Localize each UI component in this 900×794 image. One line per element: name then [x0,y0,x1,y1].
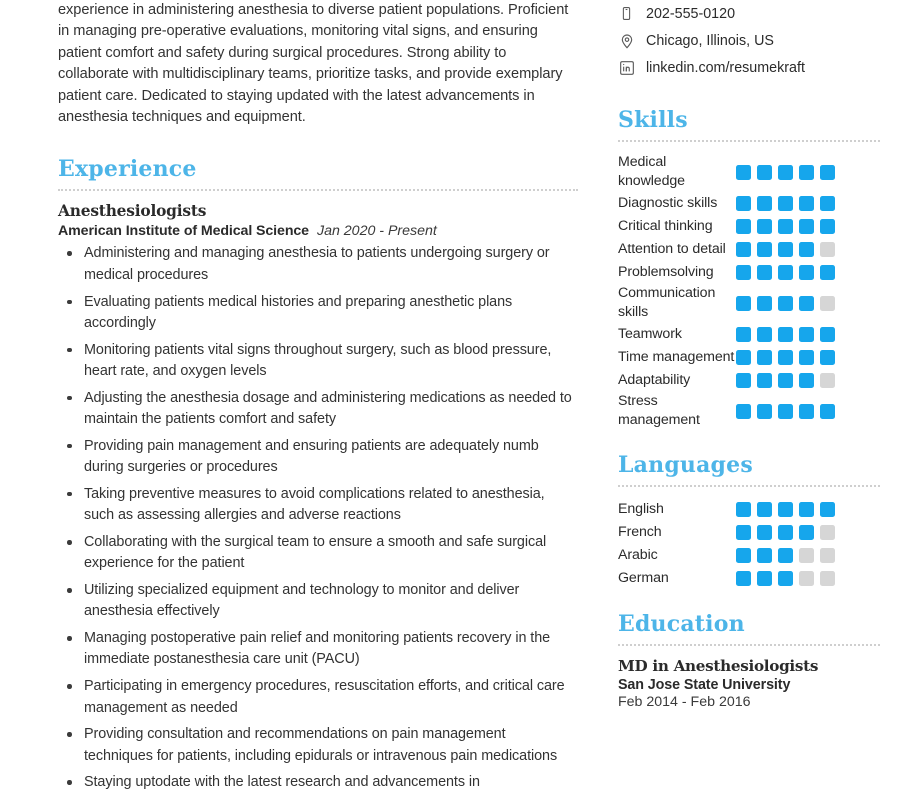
rating-square [820,327,835,342]
rating-square [799,502,814,517]
language-row-rating [736,525,835,540]
rating-square [820,165,835,180]
rating-square [757,327,772,342]
skill-row-rating [736,373,835,388]
rating-square [778,196,793,211]
rating-square [820,571,835,586]
skills-rating-list [618,153,880,430]
rating-square [799,548,814,563]
rating-square [757,548,772,563]
language-row-rating [736,548,835,563]
rating-square [778,165,793,180]
rating-square [820,502,835,517]
rating-square [778,265,793,280]
rating-square [736,373,751,388]
linkedin-icon [618,59,635,76]
job-company: American Institute of Medical Science [58,223,309,240]
language-row [618,567,880,589]
skill-row [618,261,880,283]
rating-square [778,373,793,388]
rating-square [757,196,772,211]
rating-square [778,219,793,234]
job-responsibility-item: Taking preventive measures to avoid complications related to anesthesia, such as assessing allergies and adverse reactions [58,484,578,527]
job-dates: Jan 2020 - Present [316,223,437,240]
rating-square [757,296,772,311]
rating-square [757,242,772,257]
rating-square [778,571,793,586]
language-row-label: French [618,523,662,540]
contact-item[interactable] [618,54,880,81]
rating-square [736,296,751,311]
skill-row [618,369,880,391]
skill-row [618,238,880,260]
skill-row-rating [736,265,835,280]
rating-square [736,327,751,342]
job-responsibility-item: Utilizing specialized equipment and technology to monitor and deliver anesthesia effectively [58,580,578,623]
rating-square [799,296,814,311]
job-responsibility-item: Collaborating with the surgical team to ensure a smooth and safe surgical experience for the patient [58,532,578,575]
education-heading: Education [618,611,745,637]
skill-row-rating [736,404,835,419]
rating-square [820,548,835,563]
rating-square [799,571,814,586]
rating-square [799,350,814,365]
contact-value: linkedin.com/resumekraft [646,59,805,76]
language-row [618,498,880,520]
job-responsibility-item: Staying uptodate with the latest research and advancements in [58,772,578,793]
contact-list [618,0,880,81]
job-responsibility-item: Evaluating patients medical histories and preparing anesthetic plans accordingly [58,292,578,335]
skill-row-rating [736,327,835,342]
experience-heading: Experience [58,156,197,183]
rating-square [820,265,835,280]
rating-square [736,502,751,517]
rating-square [736,525,751,540]
rating-square [736,165,751,180]
language-row-label: Arabic [618,546,658,563]
skill-row-rating [736,242,835,257]
skill-row-label: Medical knowledge [618,154,685,189]
skill-row-label: Adaptability [618,371,691,388]
skill-row-rating [736,165,835,180]
skill-row-rating [736,196,835,211]
rating-square [736,196,751,211]
skill-row-label: Attention to detail [618,240,726,257]
skill-row [618,392,880,430]
skill-row-rating [736,219,835,234]
rating-square [757,404,772,419]
rating-square [799,196,814,211]
skill-row-label: Diagnostic skills [618,194,718,211]
language-row [618,521,880,543]
rating-square [799,404,814,419]
job-title: Anesthesiologists [58,202,207,221]
skill-row-label: Teamwork [618,325,682,342]
job-meta [58,223,578,239]
rating-square [820,242,835,257]
rating-square [736,404,751,419]
rating-square [799,219,814,234]
rating-square [778,404,793,419]
rating-square [757,265,772,280]
language-row-label: English [618,500,664,517]
job-responsibility-list [58,243,578,793]
rating-square [757,165,772,180]
location-pin-icon [618,32,635,49]
side-column [600,0,900,750]
rating-square [799,525,814,540]
contact-value: 202-555-0120 [646,5,736,22]
skill-row-label: Critical thinking [618,217,713,234]
skill-row [618,323,880,345]
section-divider [58,189,578,191]
rating-square [778,502,793,517]
job-responsibility-item: Providing pain management and ensuring patients are adequately numb during surgeries or procedures [58,436,578,479]
rating-square [778,327,793,342]
rating-square [820,404,835,419]
skill-row [618,153,880,191]
rating-square [736,219,751,234]
rating-square [820,525,835,540]
education-dates: Feb 2014 - Feb 2016 [618,694,751,710]
rating-square [736,265,751,280]
rating-square [778,242,793,257]
rating-square [757,219,772,234]
education-entry-list [618,657,880,710]
rating-square [736,242,751,257]
language-row-rating [736,571,835,586]
skill-row [618,215,880,237]
job-responsibility-item: Providing consultation and recommendations on pain management techniques for patients, including epidurals or intravenous pain medications [58,724,578,767]
section-divider [618,644,880,646]
languages-rating-list [618,498,880,589]
languages-heading: Languages [618,452,753,478]
contact-item[interactable] [618,27,880,54]
rating-square [799,265,814,280]
experience-section [58,156,578,793]
rating-square [757,350,772,365]
job-responsibility-item: Monitoring patients vital signs throughout surgery, such as blood pressure, heart rate, and oxygen levels [58,340,578,383]
education-degree: MD in Anesthesiologists [618,657,819,675]
professional-summary: experience in administering anesthesia to diverse patient populations. Proficient in managing pre-operative evaluations, monitoring vital signs, and ensuring patient comfort and safety during surgical procedures. Strong ability to collaborate with multidisciplinary teams, prioritize tasks, and provide exemplary patient care. Dedicated to staying updated with the latest advancements in anesthesia techniques and equipment. [58,2,569,126]
skill-row-rating [736,350,835,365]
skill-row-rating [736,296,835,311]
rating-square [736,571,751,586]
rating-square [820,296,835,311]
section-divider [618,485,880,487]
rating-square [778,350,793,365]
phone-icon [618,5,635,22]
skill-row-label: Communication skills [618,285,716,320]
job-responsibility-item: Participating in emergency procedures, resuscitation efforts, and critical care management as needed [58,676,578,719]
language-row [618,544,880,566]
language-row-label: German [618,569,669,586]
rating-square [736,350,751,365]
rating-square [820,373,835,388]
skill-row [618,346,880,368]
education-entry [618,657,880,710]
rating-square [799,373,814,388]
rating-square [757,373,772,388]
job-responsibility-item: Adjusting the anesthesia dosage and administering medications as needed to maintain the patients comfort and safety [58,388,578,431]
rating-square [778,296,793,311]
skills-heading: Skills [618,107,688,133]
education-section [618,611,880,710]
rating-square [778,548,793,563]
rating-square [820,350,835,365]
job-responsibility-item: Managing postoperative pain relief and monitoring patients recovery in the immediate postanesthesia care unit (PACU) [58,628,578,671]
skill-row-label: Problemsolving [618,263,714,280]
contact-item[interactable] [618,0,880,27]
rating-square [736,548,751,563]
skill-row-label: Time management [618,348,735,365]
rating-square [799,242,814,257]
rating-square [820,196,835,211]
skill-row [618,192,880,214]
rating-square [757,502,772,517]
job-responsibility-item: Administering and managing anesthesia to patients undergoing surgery or medical procedures [58,243,578,286]
rating-square [799,327,814,342]
rating-square [757,571,772,586]
rating-square [820,219,835,234]
education-school: San Jose State University [618,677,791,693]
skill-row [618,284,880,322]
section-divider [618,140,880,142]
rating-square [778,525,793,540]
skill-row-label: Stress management [618,393,700,428]
languages-section [618,452,880,589]
contact-value: Chicago, Illinois, US [646,32,774,49]
rating-square [757,525,772,540]
language-row-rating [736,502,835,517]
skills-section [618,107,880,430]
rating-square [799,165,814,180]
